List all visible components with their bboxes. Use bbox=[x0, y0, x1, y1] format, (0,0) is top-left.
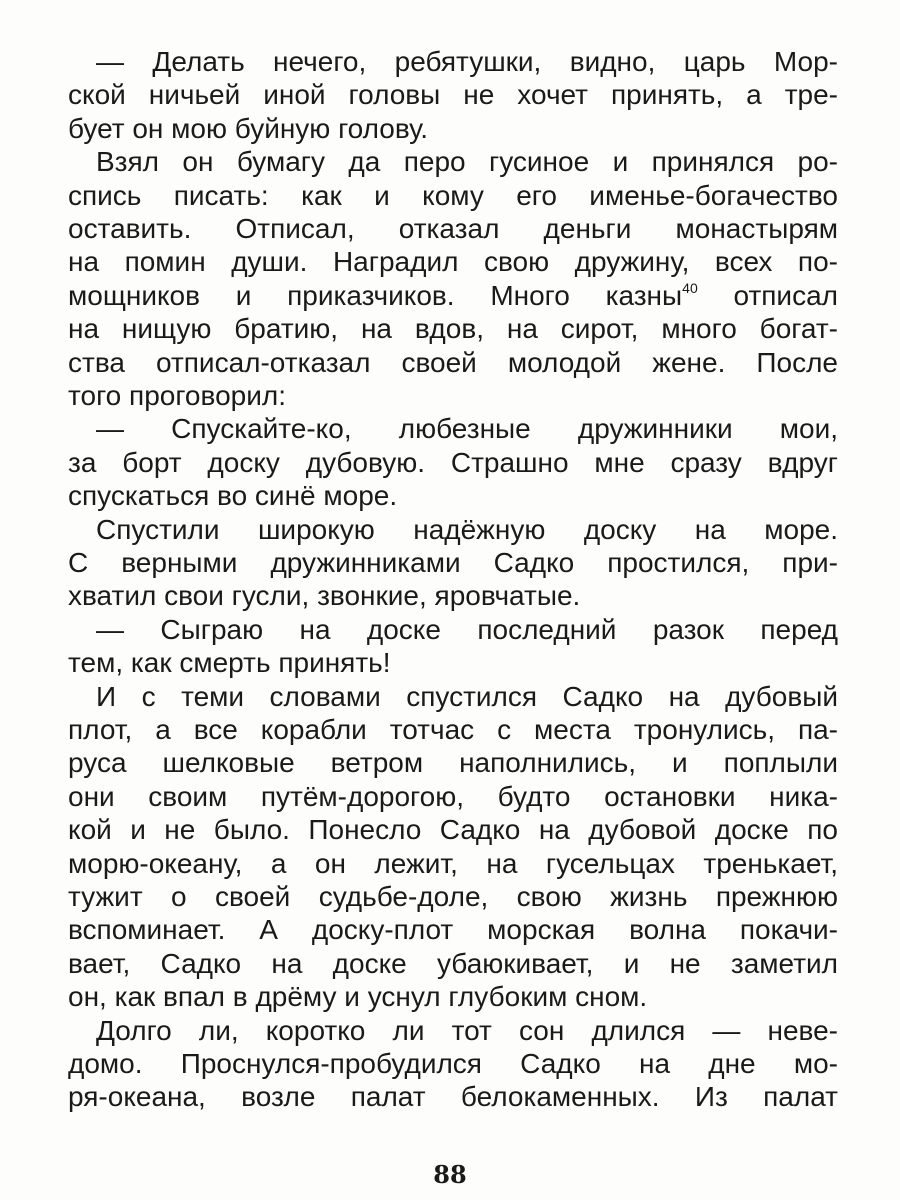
text-line-content: оставить. Отписал, отказал деньги монастырям bbox=[68, 213, 838, 244]
text-line bbox=[96, 680, 838, 714]
text-line-content: Спустили широкую надёжную доску на море. bbox=[96, 513, 838, 545]
text-line-content: ской ничьей иной головы не хочет принять, а тре- bbox=[68, 79, 838, 111]
text-line-content: — Сыграю на доске последний разок перед bbox=[96, 613, 838, 645]
text-line-content: — Спускайте-ко, любезные дружинники мои, bbox=[96, 413, 838, 445]
text-line bbox=[68, 780, 838, 814]
text-line bbox=[68, 379, 838, 413]
text-line bbox=[68, 947, 838, 981]
text-line-content: тем, как смерть принять! bbox=[68, 647, 391, 679]
text-line-content: морю-океану, а он лежит, на гусельцах тренькает, bbox=[68, 847, 838, 879]
text-line bbox=[68, 847, 838, 881]
text-line-content: мощников и приказчиков. Много казны bbox=[68, 279, 683, 311]
text-line bbox=[68, 312, 838, 346]
text-line bbox=[68, 646, 838, 680]
text-line-content: кой и не было. Понесло Садко на дубовой доске по bbox=[68, 814, 838, 846]
text-line-content: вспоминает. А доску-плот морская волна покачи- bbox=[68, 914, 838, 946]
text-line bbox=[68, 813, 838, 847]
text-line-content: домо. Проснулся-пробудился Садко на дне мо- bbox=[68, 1048, 838, 1079]
text-line-content: С верными дружинниками Садко простился, при- bbox=[68, 547, 838, 578]
text-line-content: они своим путём-дорогою, будто остановки ника- bbox=[68, 780, 838, 812]
text-line bbox=[68, 179, 838, 213]
text-line bbox=[96, 613, 838, 647]
text-line-content: ства отписал-отказал своей молодой жене. После bbox=[68, 346, 838, 378]
text-line bbox=[96, 145, 838, 179]
text-line bbox=[68, 980, 838, 1014]
text-line bbox=[68, 245, 838, 279]
text-line bbox=[96, 412, 838, 446]
text-line-content: Долго ли, коротко ли тот сон длился — неве- bbox=[96, 1014, 838, 1046]
text-line bbox=[68, 78, 838, 112]
text-line-content: руса шелковые ветром наполнились, и поплыли bbox=[68, 747, 838, 779]
text-line-content: он, как впал в дрёму и уснул глубоким сном. bbox=[68, 981, 648, 1013]
text-line bbox=[68, 112, 838, 146]
text-line bbox=[96, 513, 838, 547]
text-line-content: тужит о своей судьбе-доле, свою жизнь прежнюю bbox=[68, 881, 838, 912]
text-line bbox=[96, 45, 838, 79]
text-line bbox=[96, 1014, 838, 1048]
text-line bbox=[68, 746, 838, 780]
text-line-content: того проговорил: bbox=[68, 380, 286, 411]
text-line-content: вает, Садко на доске убаюкивает, и не заметил bbox=[68, 947, 838, 979]
text-line-content: отписал bbox=[697, 279, 838, 311]
text-line bbox=[68, 1080, 838, 1114]
text-line bbox=[68, 1047, 838, 1081]
text-line-content: бует он мою буйную голову. bbox=[68, 112, 429, 144]
text-line-content: плот, а все корабли тотчас с места тронулись, па- bbox=[68, 714, 838, 745]
text-line-content: И с теми словами спустился Садко на дубовый bbox=[96, 680, 838, 712]
text-line bbox=[68, 346, 838, 380]
text-line-content: на нищую братию, на вдов, на сирот, много богат- bbox=[68, 313, 838, 345]
text-line-content: ря-океана, возле палат белокаменных. Из палат bbox=[68, 1081, 838, 1113]
text-line bbox=[68, 446, 838, 480]
text-line-content: на помин души. Наградил свою дружину, всех по- bbox=[68, 246, 838, 278]
text-line-content: спускаться во синё море. bbox=[68, 480, 398, 512]
text-line bbox=[68, 713, 838, 747]
text-line-content: спись писать: как и кому его именье-богачество bbox=[68, 179, 838, 211]
text-line bbox=[68, 546, 838, 580]
text-line bbox=[68, 913, 838, 947]
text-line bbox=[68, 279, 838, 313]
text-line bbox=[68, 212, 838, 246]
text-line-content: — Делать нечего, ребятушки, видно, царь Мор- bbox=[96, 46, 838, 77]
text-line-content: Взял он бумагу да перо гусиное и принялся ро- bbox=[96, 146, 838, 178]
text-line-content: хватил свои гусли, звонкие, яровчатые. bbox=[68, 580, 581, 612]
text-line bbox=[68, 479, 838, 513]
text-line bbox=[68, 880, 838, 914]
page-number: 88 bbox=[433, 1160, 467, 1189]
footnote-reference: 40 bbox=[682, 279, 698, 296]
text-line-content: за борт доску дубовую. Страшно мне сразу вдруг bbox=[68, 446, 838, 478]
text-line bbox=[68, 579, 838, 613]
